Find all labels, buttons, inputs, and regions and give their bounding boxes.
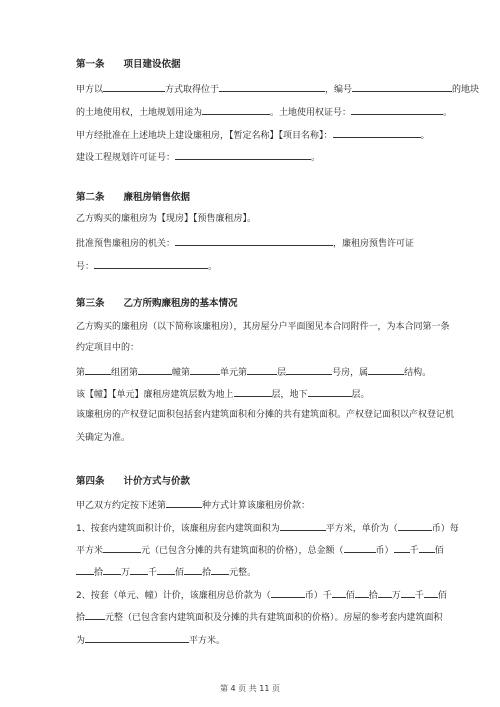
blank-field xyxy=(157,565,175,575)
blank-field xyxy=(184,565,202,575)
blank-field xyxy=(332,588,346,598)
article-2-line-3: 号： 。 xyxy=(76,259,217,273)
blank-field xyxy=(219,82,325,92)
blank-field xyxy=(130,565,148,575)
article-1-line-2: 的土地使用权，土地规划用途为 。土地使用权证号： 。 xyxy=(76,105,452,119)
blank-field xyxy=(352,82,452,92)
article-3-line-1: 乙方购买的廉租房（以下简称该廉租房），其房屋分户平面图见本合同附件一，为本合同第一条 xyxy=(76,322,450,332)
article-1-line-1: 甲方以 方式取得位于 ，编号 的地块 xyxy=(76,82,479,96)
article-4-line-4: 拾 万 千 佰 拾 元整。 xyxy=(76,565,256,579)
article-4-line-2: 1、按套内建筑面积计价，该廉租房套内建筑面积为 平方米，单价为（ 币）每 xyxy=(76,521,459,535)
blank-field xyxy=(190,365,220,375)
blank-field xyxy=(85,610,105,620)
blank-field xyxy=(271,588,305,598)
blank-field xyxy=(344,543,376,553)
blank-field xyxy=(419,543,435,553)
blank-field xyxy=(398,521,432,531)
article-3-line-4: 该【幢】【单元】廉租房建筑层数为地上 层，地下 层。 xyxy=(76,387,370,401)
blank-field xyxy=(355,588,369,598)
article-4-line-7: 为 平方米。 xyxy=(76,633,225,647)
page-footer: 第 4 页 共 11 页 xyxy=(220,684,280,693)
article-4-title: 第四条 计价方式与价款 xyxy=(76,476,191,487)
blank-field xyxy=(138,365,172,375)
article-1-line-3: 甲方经批准在上述地块上建设廉租房，【暂定名称】【项目名称】： 。 xyxy=(76,128,430,142)
blank-field xyxy=(103,543,141,553)
blank-field xyxy=(280,521,326,531)
blank-field xyxy=(351,105,443,115)
blank-field xyxy=(85,633,189,643)
blank-field xyxy=(378,588,392,598)
article-2-line-1: 乙方购买的廉租房为【现房】【预售廉租房】。 xyxy=(76,214,257,224)
blank-field xyxy=(175,150,311,160)
blank-field xyxy=(202,105,270,115)
article-3-line-3: 第 组团第 幢第 单元第 层 号房，属 结构。 xyxy=(76,365,431,379)
article-4-line-1: 甲乙双方约定按下述第 种方式计算该廉租房价款： xyxy=(76,498,310,512)
blank-field xyxy=(211,565,229,575)
article-2-line-2: 批准预售廉租房的机关： ，廉租房预售许可证 xyxy=(76,236,414,250)
blank-field xyxy=(175,236,333,246)
blank-field xyxy=(424,588,438,598)
blank-field xyxy=(103,82,165,92)
article-3-line-6: 关确定为准。 xyxy=(76,433,131,443)
article-4-line-6: 拾 元整（已包含套内建筑面积及分摊的共有建筑面积的价格）。房屋的参考套内建筑面积 xyxy=(76,610,443,624)
blank-field xyxy=(166,498,202,508)
blank-field xyxy=(333,128,421,138)
article-1-title: 第一条 项目建设依据 xyxy=(76,59,181,70)
article-3-title: 第三条 乙方所购廉租房的基本情况 xyxy=(76,298,238,309)
blank-field xyxy=(286,365,332,375)
blank-field xyxy=(401,588,415,598)
blank-field xyxy=(368,365,404,375)
blank-field xyxy=(94,259,208,269)
blank-field xyxy=(85,365,111,375)
article-1-line-4: 建设工程规划许可证号： 。 xyxy=(76,150,320,164)
blank-field xyxy=(308,387,352,397)
blank-field xyxy=(76,565,94,575)
blank-field xyxy=(394,543,410,553)
article-3-line-5: 该廉租房的产权登记面积包括套内建筑面积和分摊的共有建筑面积。产权登记面积以产权登记机 xyxy=(76,410,455,420)
blank-field xyxy=(234,387,272,397)
blank-field xyxy=(103,565,121,575)
blank-field xyxy=(247,365,277,375)
article-4-line-5: 2、按套（单元、幢）计价，该廉租房总价款为（ 币）千 佰 拾 万 千 佰 xyxy=(76,588,447,602)
article-3-line-2: 约定项目中的： xyxy=(76,343,140,353)
article-4-line-3: 平方米 元（已包含分摊的共有建筑面积的价格），总金额（ 币） 千 佰 xyxy=(76,543,444,557)
article-2-title: 第二条 廉租房销售依据 xyxy=(76,192,191,203)
